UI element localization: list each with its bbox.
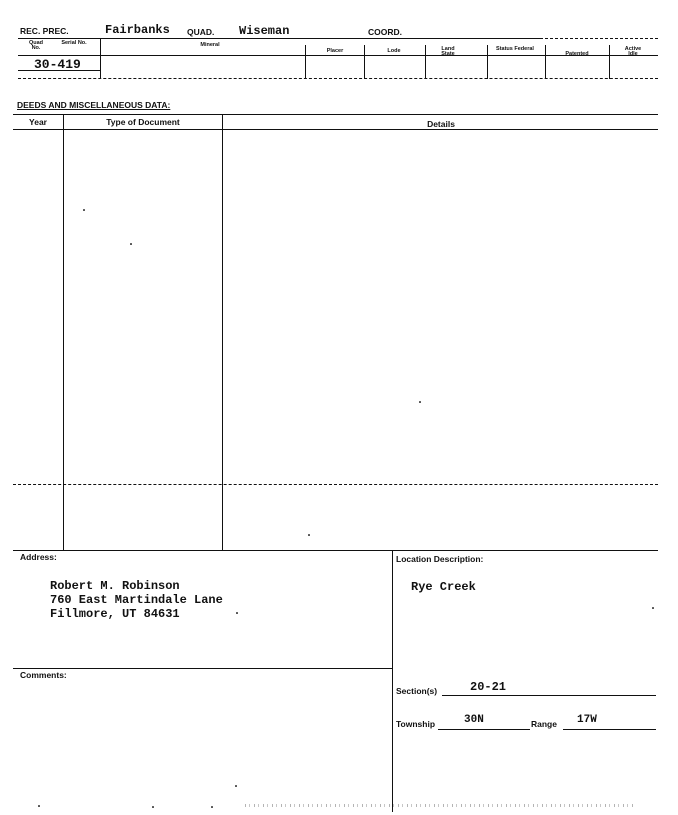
township-label: Township (396, 719, 436, 729)
scan-speck (38, 805, 40, 807)
vsep (364, 45, 365, 79)
col-land-state: Land State (441, 46, 455, 57)
address-line-3: Fillmore, UT 84631 (50, 607, 180, 621)
address-location-divider (392, 550, 393, 812)
scan-speck (83, 209, 85, 211)
deeds-header-rule (13, 129, 658, 130)
vsep (305, 45, 306, 79)
quad-label: QUAD. (187, 27, 215, 37)
range-value: 17W (577, 714, 597, 726)
vsep (487, 45, 488, 79)
location-description-label: Location Description: (396, 554, 484, 564)
scan-speck (236, 612, 238, 614)
range-label: Range (531, 719, 557, 729)
col-mineral: Mineral (200, 42, 220, 48)
scan-speck (308, 534, 310, 536)
quad-serial-value: 30-419 (34, 57, 81, 72)
address-label: Address: (20, 552, 57, 562)
township-underline (438, 729, 530, 730)
township-value: 30N (464, 714, 484, 726)
scan-speck (652, 607, 654, 609)
scan-speck (211, 806, 213, 808)
col-serial-no: Serial No. (61, 40, 87, 46)
deeds-dashed-rule (13, 484, 658, 485)
sections-value: 20-21 (470, 680, 507, 694)
sections-underline (442, 695, 656, 696)
year-header: Year (29, 117, 47, 127)
vsep (545, 45, 546, 79)
sections-label: Section(s) (396, 686, 438, 696)
column-header-rule (18, 55, 658, 56)
scan-speck (130, 243, 132, 245)
col-patented: Patented (565, 51, 589, 57)
type-of-document-header: Type of Document (106, 117, 180, 127)
col-lode: Lode (387, 48, 401, 54)
deeds-title: DEEDS AND MISCELLANEOUS DATA: (17, 100, 171, 110)
vsep (609, 45, 610, 79)
header-top-rule (18, 38, 540, 39)
location-description-value: Rye Creek (411, 580, 476, 594)
address-top-rule (13, 550, 658, 551)
header-top-rule-dashed (540, 38, 658, 39)
address-line-1: Robert M. Robinson (50, 579, 180, 593)
range-underline (563, 729, 656, 730)
scan-speck (235, 785, 237, 787)
col-quad-no: Quad No. (28, 40, 44, 51)
details-header: Details (427, 119, 455, 129)
comments-label: Comments: (20, 670, 67, 680)
quad-value: Wiseman (239, 24, 290, 38)
col-active-idle: Active Idle (624, 46, 642, 57)
scan-speck (419, 401, 421, 403)
comments-top-rule (13, 668, 392, 669)
vsep (100, 39, 101, 79)
address-line-2: 760 East Martindale Lane (50, 593, 223, 607)
coord-label: COORD. (368, 27, 402, 37)
record-rule (18, 70, 100, 71)
col-status-federal: Status Federal (496, 46, 534, 52)
deeds-top-rule (13, 114, 658, 115)
scan-noise-band (245, 804, 635, 807)
rec-prec-value: Fairbanks (105, 23, 170, 37)
rec-prec-label: REC. PREC. (20, 26, 69, 36)
col-placer: Placer (326, 48, 344, 54)
vsep (425, 45, 426, 79)
record-bottom-dashed (18, 78, 658, 79)
scan-speck (152, 806, 154, 808)
